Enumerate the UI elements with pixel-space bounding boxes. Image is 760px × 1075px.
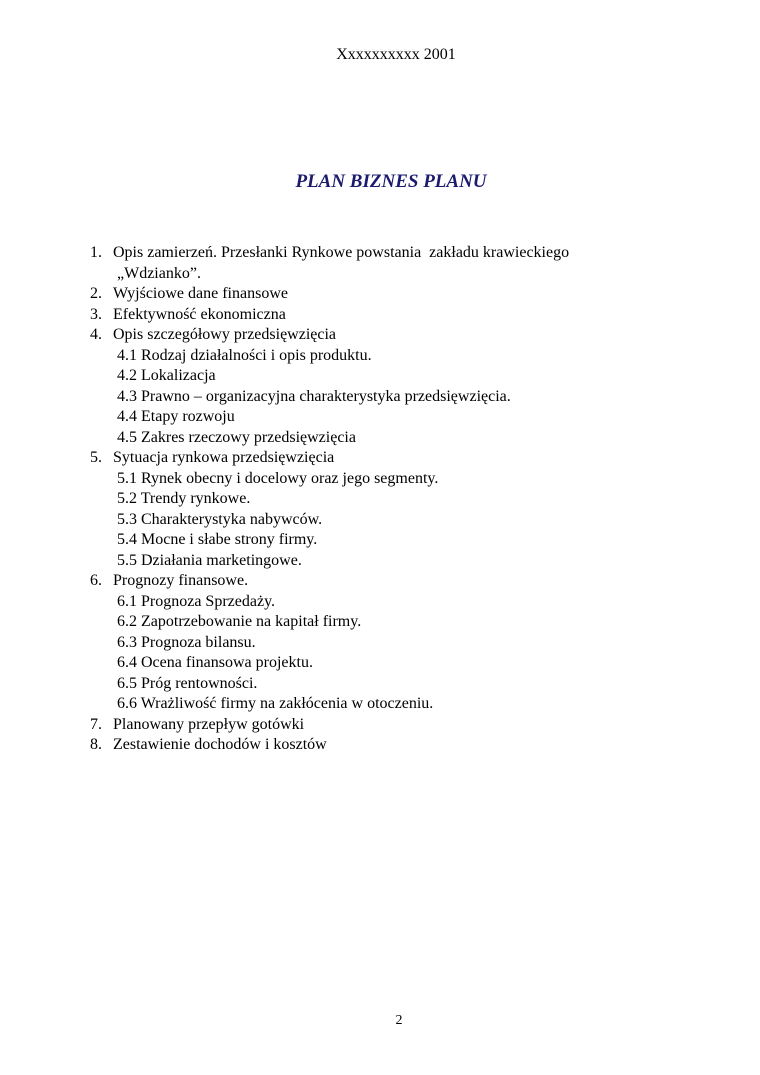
toc-item-7 [90,715,690,736]
toc-subitem-5-1: 5.1 Rynek obecny i docelowy oraz jego segmenty. [117,469,439,487]
toc-subitem-5-3: 5.3 Charakterystyka nabywców. [117,510,323,528]
toc-item-number: 5. [90,449,102,466]
toc-item-6 [90,571,690,592]
toc-item-number: 3. [90,305,102,323]
toc-item-text: Efektywność ekonomiczna [113,305,286,323]
toc-subitem-5-4: 5.4 Mocne i słabe strony firmy. [117,531,318,548]
table-of-contents [90,243,690,756]
toc-item-text: Opis zamierzeń. Przesłanki Rynkowe powstania zakładu krawieckiego [113,244,570,261]
toc-item-1 [90,243,690,264]
page-title: PLAN BIZNES PLANU [295,171,487,192]
toc-subitem-6-4: 6.4 Ocena finansowa projektu. [117,654,313,671]
toc-subitem-4-3: 4.3 Prawno – organizacyjna charakterystyka przedsięwzięcia. [117,387,511,405]
toc-item-4 [90,325,690,346]
toc-item-number: 4. [90,326,102,343]
toc-subitem-4-1: 4.1 Rodzaj działalności i opis produktu. [117,346,372,364]
toc-subitem-4-5: 4.5 Zakres rzeczowy przedsięwzięcia [117,428,356,446]
toc-subitem-5-2: 5.2 Trendy rynkowe. [117,490,251,507]
toc-item-2 [90,284,690,305]
toc-subitem-6-3: 6.3 Prognoza bilansu. [117,633,256,651]
toc-item-text: Planowany przepływ gotówki [113,715,305,733]
page-header: Xxxxxxxxxx 2001 [336,46,456,63]
toc-subitem-6-6: 6.6 Wrażliwość firmy na zakłócenia w otoczeniu. [117,695,434,712]
toc-item-5 [90,448,690,469]
toc-item-text: Prognozy finansowe. [113,572,249,589]
toc-item-number: 6. [90,572,102,589]
toc-subitem-5-5: 5.5 Działania marketingowe. [117,551,302,569]
toc-subitem-6-5: 6.5 Próg rentowności. [117,674,258,692]
toc-item-number: 8. [90,736,102,753]
toc-subitem-6-2: 6.2 Zapotrzebowanie na kapitał firmy. [117,613,362,630]
toc-item-text: Zestawienie dochodów i kosztów [113,736,327,753]
toc-subitem-6-1: 6.1 Prognoza Sprzedaży. [117,592,276,610]
toc-item-3 [90,305,690,326]
toc-item-8 [90,735,690,756]
toc-item-text: Sytuacja rynkowa przedsięwzięcia [113,449,335,466]
page-number: 2 [395,1013,403,1028]
toc-item-text: Opis szczegółowy przedsięwzięcia [113,326,337,343]
toc-subitem-4-2: 4.2 Lokalizacja [117,367,216,384]
toc-item-number: 7. [90,715,102,733]
toc-item-continuation: „Wdzianko”. [117,264,201,282]
toc-subitem-4-4: 4.4 Etapy rozwoju [117,408,235,425]
toc-item-number: 1. [90,244,102,261]
toc-item-number: 2. [90,285,102,302]
toc-item-text: Wyjściowe dane finansowe [113,285,288,302]
